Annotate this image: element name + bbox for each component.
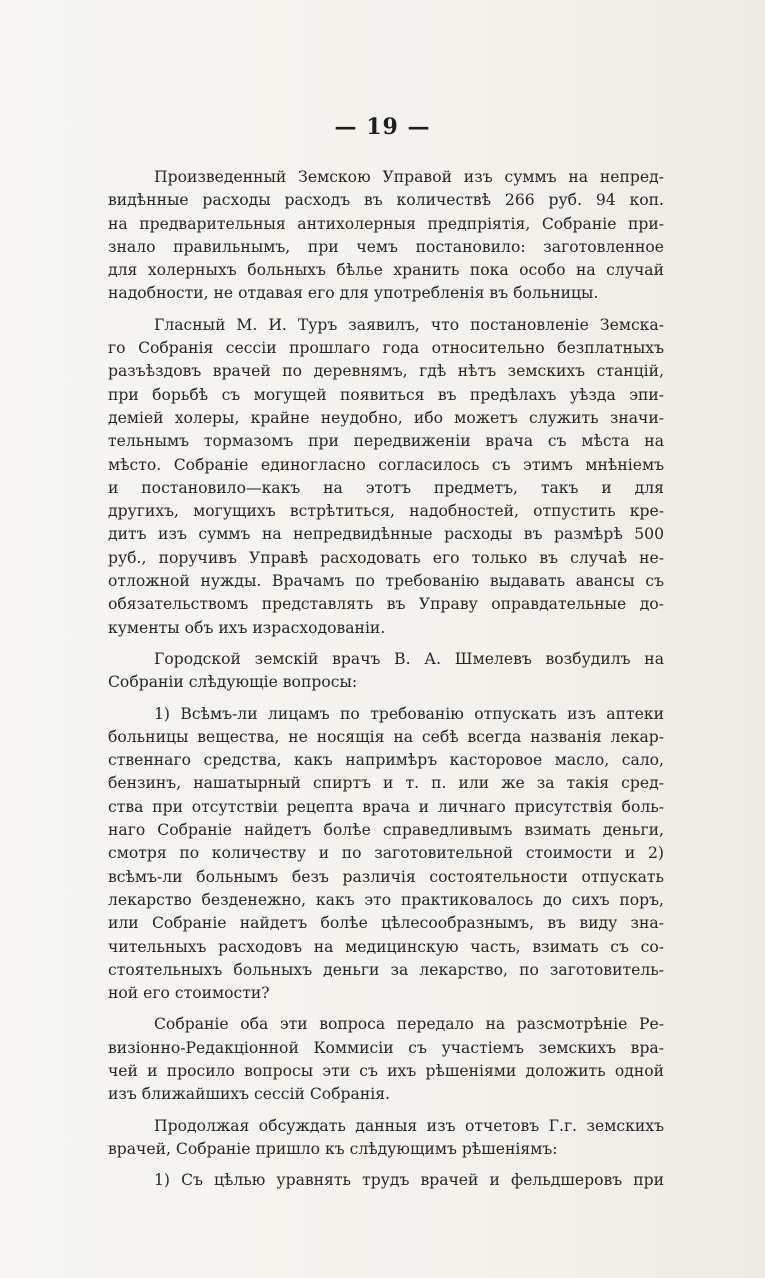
text-line: лекарство безденежно, какъ это практиковалось до сихъ поръ,: [108, 890, 664, 909]
text-line: всѣмъ-ли больнымъ безъ различія состоятельности отпускать: [108, 867, 664, 886]
text-line: Гласный М. И. Туръ заявилъ, что постановленіе Земска-: [154, 315, 664, 334]
paragraph-1: [108, 166, 664, 306]
text-line: наго Собраніе найдетъ болѣе справедливымъ взимать деньги,: [108, 821, 664, 840]
text-line: другихъ, могущихъ встрѣтиться, надобностей, отпустить кре-: [108, 502, 664, 521]
text-line: или Собраніе найдетъ болѣе цѣлесообразнымъ, въ виду зна-: [108, 914, 664, 933]
text-line: го Собранія сессіи прошлаго года относительно безплатныхъ: [108, 339, 664, 358]
text-line: стоятельныхъ больныхъ деньги за лекарство, по заготовитель-: [108, 960, 664, 979]
text-line: чей и просило вопросы эти съ ихъ рѣшеніями доложить одной: [108, 1061, 664, 1080]
text-line: на предварительныя антихолерныя предпріятія, Собраніе при-: [108, 214, 664, 233]
text-line: Городской земскій врачъ В. А. Шмелевъ возбудилъ на: [154, 649, 664, 668]
paragraph-2: [108, 314, 664, 640]
text-line: 1) Съ цѣлью уравнять трудъ врачей и фельдшеровъ при: [154, 1171, 664, 1190]
page-number: — 19 —: [334, 114, 431, 140]
text-line: знало правильнымъ, при чемъ постановило: заготовленное: [108, 237, 664, 256]
paragraph-5: [108, 1013, 664, 1106]
text-line: Продолжая обсуждать данныя изъ отчетовъ Г.г. земскихъ: [154, 1116, 664, 1135]
text-line: и постановило—какъ на этотъ предметъ, такъ и для: [108, 478, 664, 497]
text-line: деміей холеры, крайне неудобно, ибо можетъ служить значи-: [108, 408, 664, 427]
text-line: Собраніе оба эти вопроса передало на разсмотрѣніе Ре-: [154, 1015, 664, 1034]
body-text: [108, 166, 664, 1200]
text-line: Собраніи слѣдующіе вопросы:: [108, 673, 358, 692]
text-line: визіонно-Редакціонной Коммисіи съ участіемъ земскихъ вра-: [108, 1038, 664, 1057]
text-line: обязательствомъ представлять въ Управу оправдательные до-: [108, 595, 664, 614]
text-line: для холерныхъ больныхъ бѣлье хранить пока особо на случай: [108, 261, 664, 280]
text-line: смотря по количеству и по заготовительной стоимости и 2): [108, 844, 664, 863]
text-line: больницы вещества, не носящія на себѣ всегда названія лекар-: [108, 727, 664, 746]
text-line: руб., поручивъ Управѣ расходовать его только въ случаѣ не-: [108, 548, 664, 567]
text-line: надобности, не отдавая его для употребленія въ больницы.: [108, 284, 599, 303]
text-line: кументы объ ихъ израсходованіи.: [108, 618, 386, 637]
text-line: при борьбѣ съ могущей появиться въ предѣлахъ уѣзда эпи-: [108, 385, 664, 404]
paragraph-3: [108, 648, 664, 695]
text-line: Произведенный Земскою Управой изъ суммъ на непред-: [154, 168, 664, 186]
text-line: дитъ изъ суммъ на непредвидѣнные расходы въ размѣрѣ 500: [108, 525, 664, 544]
text-line: изъ ближайшихъ сессій Собранія.: [108, 1085, 390, 1104]
text-line: ственнаго средства, какъ напримѣръ касторовое масло, сало,: [108, 751, 664, 770]
text-line: ной его стоимости?: [108, 984, 270, 1003]
paragraph-4: [108, 703, 664, 1006]
text-line: врачей, Собраніе пришло къ слѣдующимъ рѣшеніямъ:: [108, 1139, 558, 1158]
text-line: мѣсто. Собраніе единогласно согласилось съ этимъ мнѣніемъ: [108, 455, 664, 474]
text-line: отложной нужды. Врачамъ по требованію выдавать авансы съ: [108, 572, 664, 591]
text-line: ства при отсутствіи рецепта врача и личнаго присутствія боль-: [108, 797, 664, 816]
text-line: 1) Всѣмъ-ли лицамъ по требованію отпускать изъ аптеки: [154, 704, 664, 723]
paragraph-6: [108, 1115, 664, 1162]
text-line: тельнымъ тормазомъ при передвиженіи врача съ мѣста на: [108, 432, 664, 451]
paragraph-7: [108, 1169, 664, 1192]
text-line: чительныхъ расходовъ на медицинскую часть, взимать съ со-: [108, 937, 664, 956]
text-line: видѣнные расходы расходъ въ количествѣ 266 руб. 94 коп.: [108, 191, 664, 210]
text-line: бензинъ, нашатырный спиртъ и т. п. или же за такія сред-: [108, 774, 664, 793]
text-line: разъѣздовъ врачей по деревнямъ, гдѣ нѣтъ земскихъ станцій,: [108, 362, 664, 381]
